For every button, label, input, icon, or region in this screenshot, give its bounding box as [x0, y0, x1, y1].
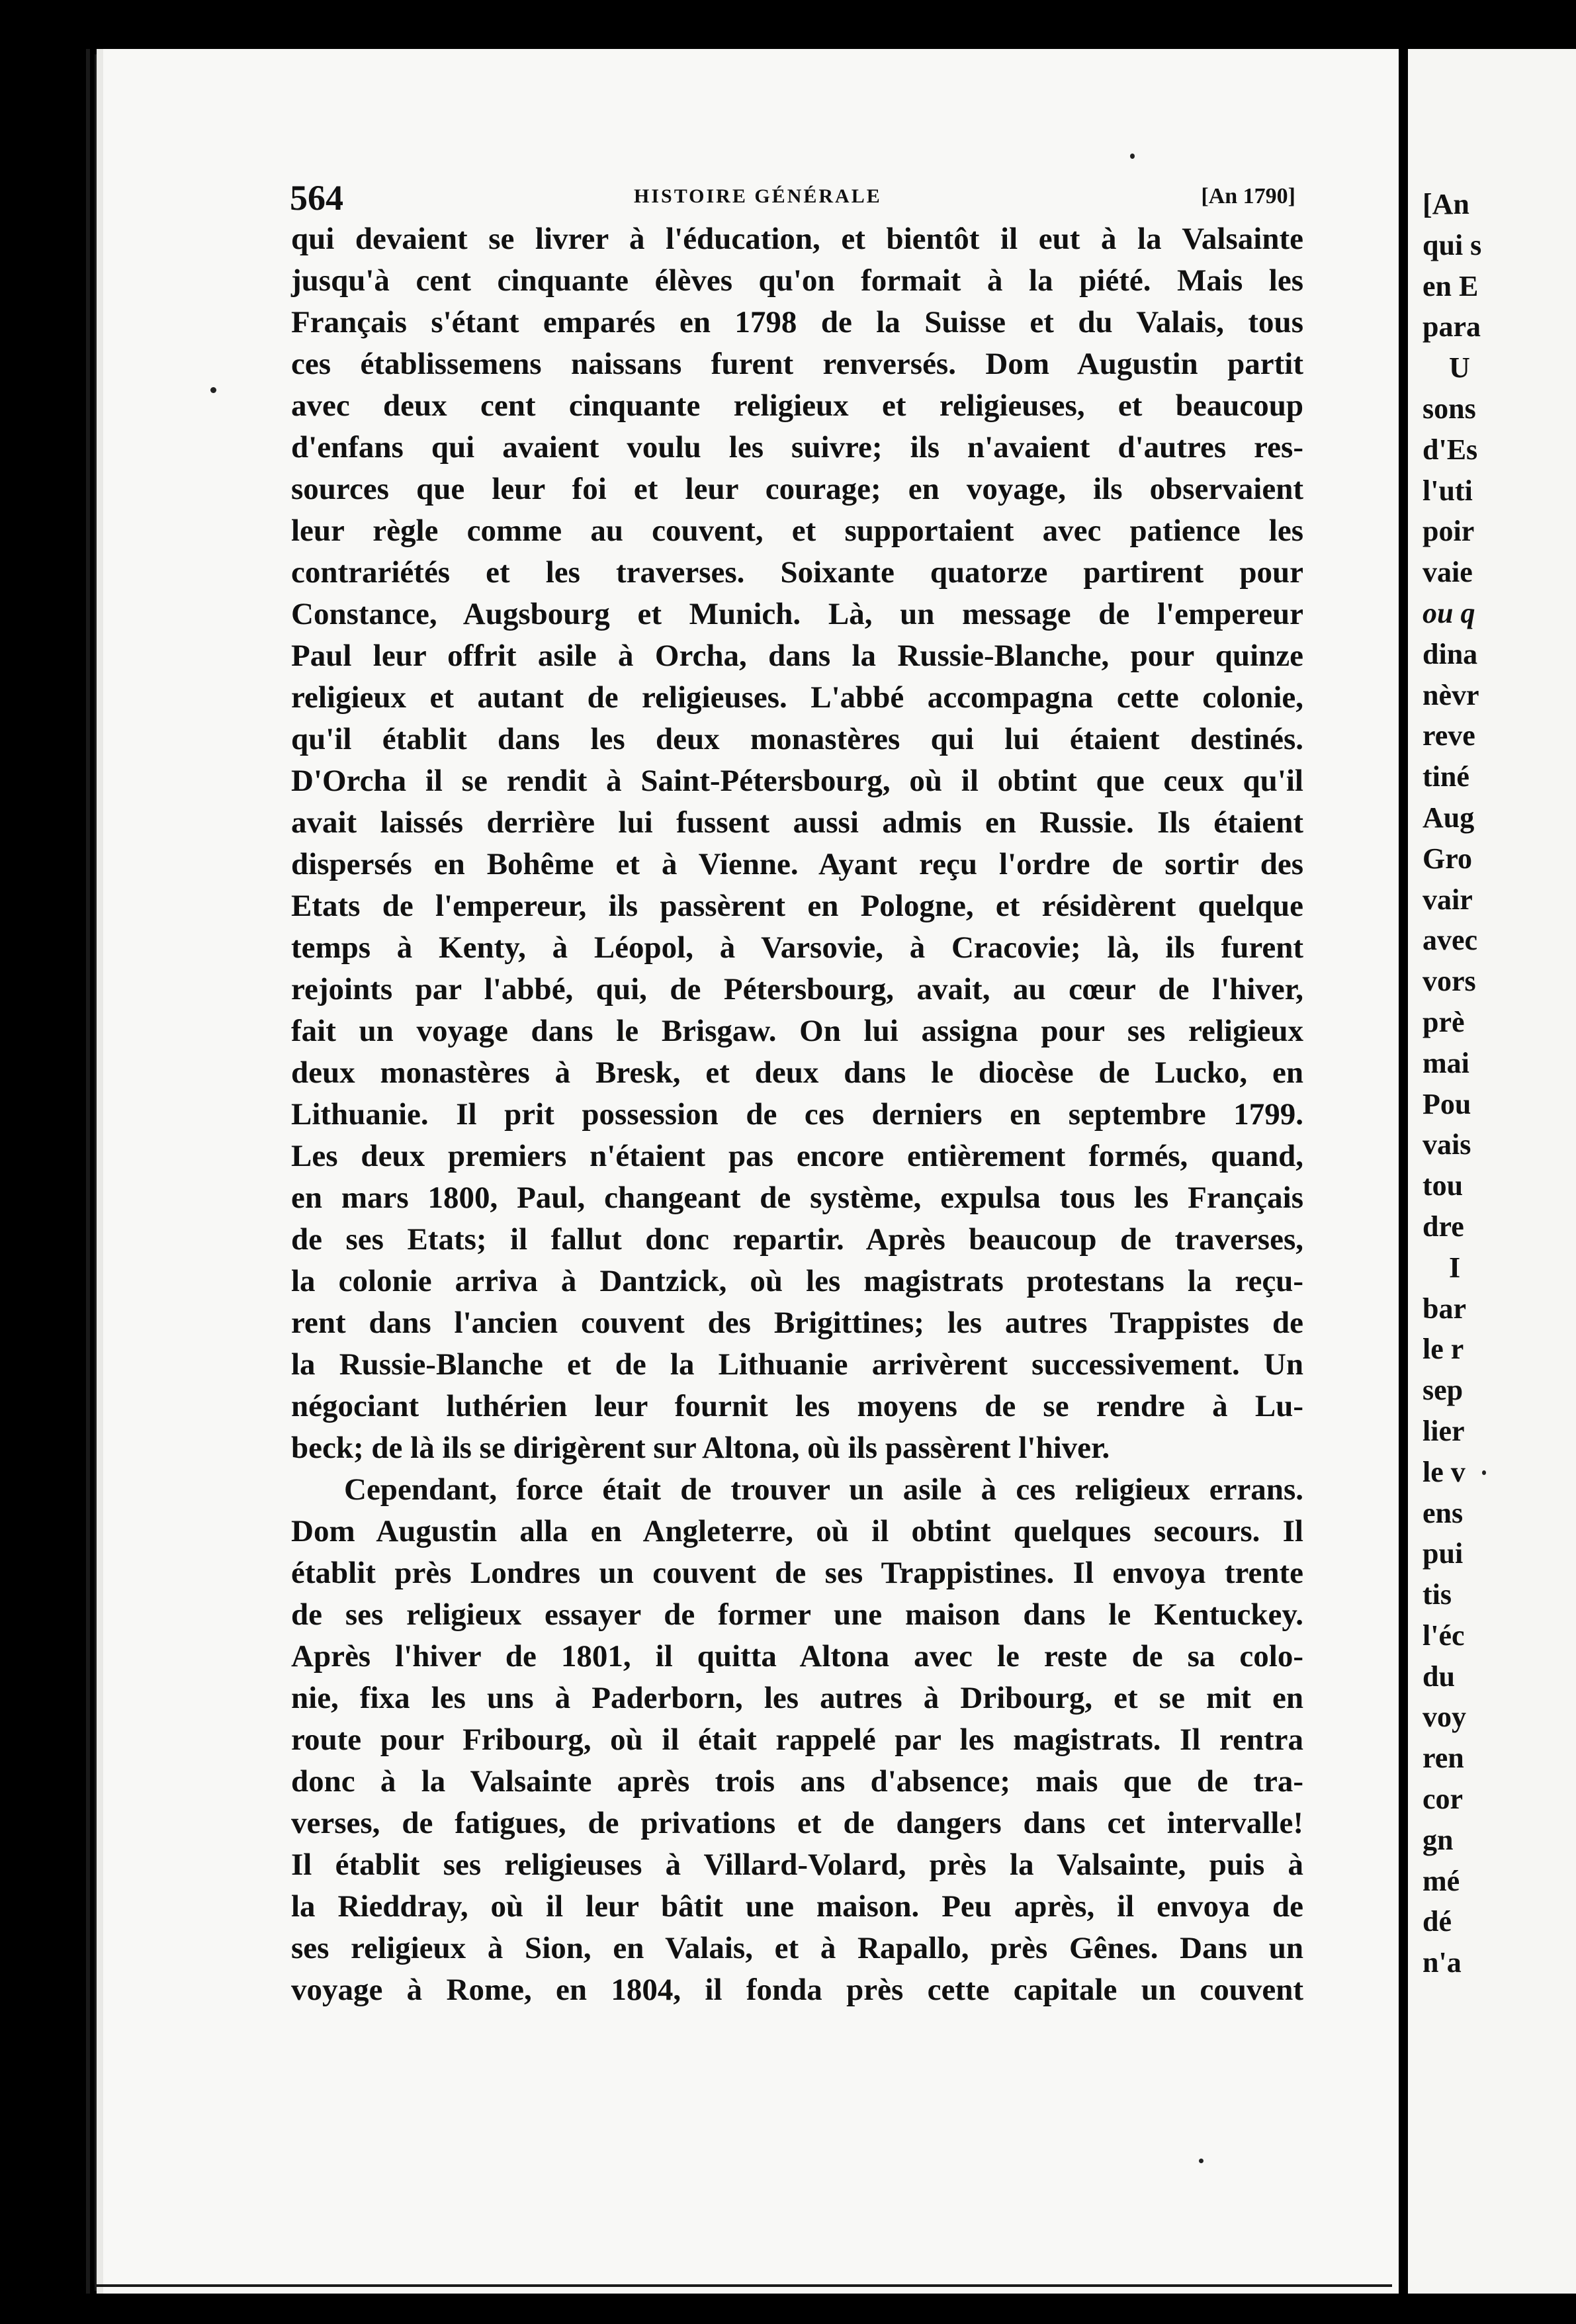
facing-line: pui — [1423, 1537, 1464, 1570]
text-line: deux monastères à Bresk, et deux dans le diocèse de Lucko, en — [291, 1055, 1303, 1090]
text-line: qui devaient se livrer à l'éducation, et bientôt il eut à la Valsainte — [291, 222, 1303, 256]
text-line: avait laissés derrière lui fussent aussi admis en Russie. Ils étaient — [291, 805, 1303, 840]
facing-line: avec — [1423, 924, 1478, 957]
scan-speck — [1130, 154, 1135, 159]
facing-line: dé — [1423, 1905, 1452, 1938]
text-line: Dom Augustin alla en Angleterre, où il obtint quelques secours. Il — [291, 1514, 1303, 1548]
facing-line: ou q — [1423, 596, 1475, 629]
facing-line: vors — [1423, 965, 1476, 998]
facing-line: tiné — [1423, 760, 1469, 793]
facing-line: voy — [1423, 1701, 1466, 1734]
text-line: jusqu'à cent cinquante élèves qu'on formait à la piété. Mais les — [291, 263, 1303, 298]
facing-line: l'éc — [1423, 1619, 1465, 1652]
text-line: rent dans l'ancien couvent des Brigittines; les autres Trappistes de — [291, 1306, 1303, 1340]
text-line: leur règle comme au couvent, et supportaient avec patience les — [291, 514, 1303, 548]
text-line: verses, de fatigues, de privations et de dangers dans cet intervalle! — [291, 1806, 1303, 1840]
text-line: ses religieux à Sion, en Valais, et à Rapallo, près Gênes. Dans un — [291, 1931, 1303, 1965]
text-line: en mars 1800, Paul, changeant de système, expulsa tous les Français — [291, 1181, 1303, 1215]
text-line: Après l'hiver de 1801, il quitta Altona avec le reste de sa colo- — [291, 1639, 1303, 1674]
page-number: 564 — [290, 178, 343, 218]
facing-line: vair — [1423, 883, 1473, 916]
facing-line: gn — [1423, 1823, 1454, 1856]
facing-line: mai — [1423, 1046, 1469, 1079]
facing-line: tou — [1423, 1169, 1464, 1202]
facing-line: le r — [1423, 1333, 1464, 1366]
facing-line: mé — [1423, 1864, 1460, 1897]
text-line: voyage à Rome, en 1804, il fonda près cette capitale un couvent — [291, 1973, 1303, 2007]
facing-line: cor — [1423, 1783, 1464, 1816]
facing-line: vaie — [1423, 556, 1473, 589]
year-marker: [An 1790] — [1201, 184, 1295, 208]
facing-line: l'uti — [1423, 474, 1473, 507]
page-bottom-rule — [97, 2284, 1392, 2287]
facing-line: ren — [1423, 1742, 1464, 1775]
scan-speck — [1199, 2159, 1204, 2163]
facing-line: le v — [1423, 1455, 1466, 1488]
text-line: la colonie arriva à Dantzick, où les magistrats protestans la reçu- — [291, 1264, 1303, 1298]
text-line: d'enfans qui avaient voulu les suivre; ils n'avaient d'autres res- — [291, 430, 1303, 465]
text-line: de ses religieux essayer de former une maison dans le Kentuckey. — [291, 1597, 1303, 1632]
facing-line: d'Es — [1423, 433, 1478, 466]
text-line: rejoints par l'abbé, qui, de Pétersbourg, avait, au cœur de l'hiver, — [291, 972, 1303, 1006]
text-line: Les deux premiers n'étaient pas encore entièrement formés, quand, — [291, 1139, 1303, 1173]
text-line: Etats de l'empereur, ils passèrent en Pologne, et résidèrent quelque — [291, 889, 1303, 923]
text-line: religieux et autant de religieuses. L'abbé accompagna cette colonie, — [291, 680, 1303, 715]
text-line: Constance, Augsbourg et Munich. Là, un message de l'empereur — [291, 597, 1303, 631]
text-line: Paul leur offrit asile à Orcha, dans la Russie-Blanche, pour quinze — [291, 639, 1303, 673]
facing-page-header: [An — [1423, 188, 1469, 220]
facing-line: dre — [1423, 1210, 1464, 1243]
facing-line: sons — [1423, 392, 1476, 425]
text-line: route pour Fribourg, où il était rappelé par les magistrats. Il rentra — [291, 1722, 1303, 1757]
page-edge-rule — [86, 49, 90, 2294]
facing-page-text — [1423, 184, 1481, 1983]
text-line: donc à la Valsainte après trois ans d'absence; mais que de tra- — [291, 1764, 1303, 1799]
facing-line: U — [1449, 351, 1470, 384]
facing-line: qui s — [1423, 228, 1482, 261]
facing-line: ens — [1423, 1496, 1464, 1529]
page-header — [290, 177, 1295, 217]
text-line: ces établissemens naissans furent renversés. Dom Augustin partit — [291, 347, 1303, 381]
facing-line: tis — [1423, 1578, 1452, 1611]
text-line: D'Orcha il se rendit à Saint-Pétersbourg, où il obtint que ceux qu'il — [291, 764, 1303, 798]
text-line: la Russie-Blanche et de la Lithuanie arrivèrent successivement. Un — [291, 1347, 1303, 1382]
facing-line: bar — [1423, 1292, 1466, 1325]
facing-line: dina — [1423, 637, 1478, 670]
text-line: Lithuanie. Il prit possession de ces derniers en septembre 1799. — [291, 1097, 1303, 1132]
scan-speck — [210, 387, 216, 393]
scan-speck — [1482, 1470, 1486, 1475]
text-line: Il établit ses religieuses à Villard-Volard, près la Valsainte, puis à — [291, 1848, 1303, 1882]
facing-line: Aug — [1423, 801, 1475, 834]
facing-line: para — [1423, 310, 1481, 343]
text-line: temps à Kenty, à Léopol, à Varsovie, à Cracovie; là, ils furent — [291, 930, 1303, 965]
facing-line: prè — [1423, 1005, 1465, 1038]
facing-line: en E — [1423, 269, 1479, 302]
text-line: beck; de là ils se dirigèrent sur Altona, où ils passèrent l'hiver. — [291, 1431, 1110, 1465]
text-line: de ses Etats; il fallut donc repartir. Après beaucoup de traverses, — [291, 1222, 1303, 1257]
text-line: avec deux cent cinquante religieux et religieuses, et beaucoup — [291, 388, 1303, 423]
text-line: qu'il établit dans les deux monastères qui lui étaient destinés. — [291, 722, 1303, 756]
facing-line: Pou — [1423, 1087, 1471, 1120]
facing-line: lier — [1423, 1414, 1465, 1447]
text-line: contrariétés et les traverses. Soixante quatorze partirent pour — [291, 555, 1303, 590]
page-edge-rule — [95, 54, 97, 2291]
facing-line: poir — [1423, 515, 1475, 548]
text-line: Français s'étant emparés en 1798 de la Suisse et du Valais, tous — [291, 305, 1303, 339]
text-line: dispersés en Bohême et à Vienne. Ayant reçu l'ordre de sortir des — [291, 847, 1303, 881]
facing-line: sep — [1423, 1374, 1464, 1407]
facing-line: n'a — [1423, 1946, 1462, 1979]
facing-line: reve — [1423, 719, 1475, 752]
facing-line: du — [1423, 1660, 1455, 1693]
text-line: établit près Londres un couvent de ses Trappistines. Il envoya trente — [291, 1556, 1303, 1590]
text-line: la Rieddray, où il leur bâtit une maison. Peu après, il envoya de — [291, 1889, 1303, 1924]
text-line: sources que leur foi et leur courage; en voyage, ils observaient — [291, 472, 1303, 506]
facing-line: I — [1449, 1251, 1461, 1284]
facing-line: Gro — [1423, 842, 1472, 875]
facing-line: nèvr — [1423, 678, 1479, 711]
running-title: HISTOIRE GÉNÉRALE — [634, 185, 882, 207]
text-line: fait un voyage dans le Brisgaw. On lui assigna pour ses religieux — [291, 1014, 1303, 1048]
facing-line: vais — [1423, 1128, 1471, 1161]
paragraph-start-line: Cependant, force était de trouver un asile à ces religieux errans. — [344, 1472, 1303, 1507]
body-text — [291, 218, 1303, 2011]
text-line: nie, fixa les uns à Paderborn, les autres à Dribourg, et se mit en — [291, 1681, 1303, 1715]
text-line: négociant luthérien leur fournit les moyens de se rendre à Lu- — [291, 1389, 1303, 1423]
